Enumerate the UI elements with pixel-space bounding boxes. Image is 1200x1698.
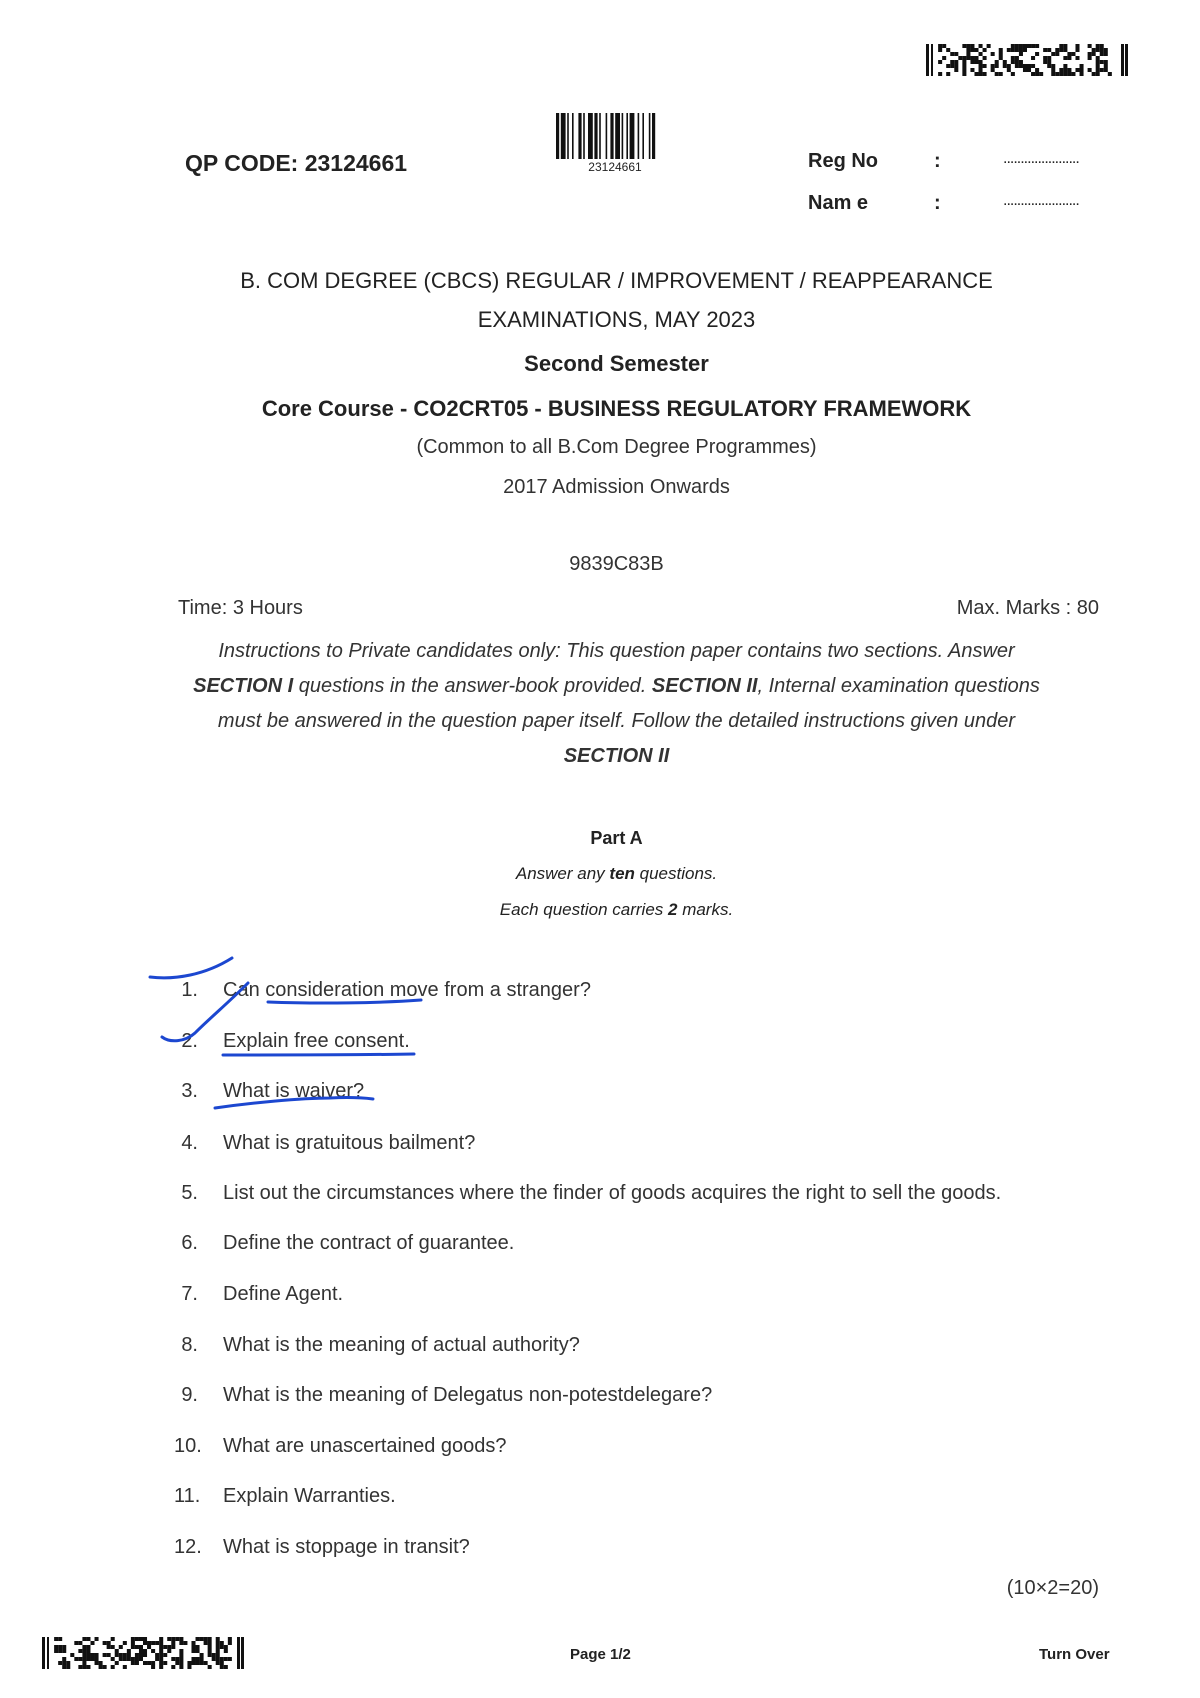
reg-no-colon: : — [934, 150, 941, 172]
exam-title-line1: B. COM DEGREE (CBCS) REGULAR / IMPROVEMENT / REAPPEARANCE — [240, 268, 993, 293]
course-title: Core Course - CO2CRT05 - BUSINESS REGULATORY FRAMEWORK — [261, 396, 972, 421]
barcode-icon — [556, 113, 674, 159]
question-text: What is the meaning of actual authority? — [223, 1334, 580, 1356]
marks-total: (10×2=20) — [1006, 1577, 1099, 1599]
answer-pre: Answer any — [515, 864, 610, 883]
section-ii-ref: SECTION II — [651, 675, 758, 697]
qp-code: QP CODE: 23124661 — [185, 150, 408, 176]
time-allowed: Time: 3 Hours — [178, 597, 303, 619]
common-note: (Common to all B.Com Degree Programmes) — [416, 436, 817, 458]
part-a-heading: Part A — [590, 828, 643, 848]
each-marks: 2 — [668, 900, 678, 919]
answer-post: questions. — [634, 864, 718, 883]
each-pre: Each question carries — [499, 900, 668, 919]
question-number: 4. — [181, 1132, 198, 1154]
name-label: Nam e — [808, 192, 869, 214]
max-marks: Max. Marks : 80 — [956, 597, 1099, 619]
question-text: What is waiver? — [223, 1080, 365, 1102]
exam-title-line2: EXAMINATIONS, MAY 2023 — [477, 307, 756, 332]
question-number: 8. — [181, 1334, 198, 1356]
question-number: 11. — [174, 1485, 201, 1507]
question-number: 2. — [181, 1030, 198, 1052]
instructions — [130, 634, 1103, 774]
question-number: 3. — [181, 1080, 198, 1102]
answer-count: ten — [609, 864, 635, 883]
underline-q2 — [223, 1054, 414, 1055]
instructions-line2 — [130, 669, 1103, 704]
question-number: 5. — [181, 1182, 198, 1204]
question-number: 9. — [181, 1384, 198, 1406]
each-post: marks. — [677, 900, 734, 919]
paper-code: 9839C83B — [569, 553, 664, 575]
question-text: What is gratuitous bailment? — [223, 1132, 476, 1154]
admission-note: 2017 Admission Onwards — [503, 476, 730, 498]
barcode-number: 23124661 — [588, 160, 642, 174]
question-text: What is stoppage in transit? — [223, 1536, 470, 1558]
reg-no-label: Reg No — [808, 150, 878, 172]
question-number: 12. — [174, 1536, 202, 1558]
top-right-code-icon — [926, 44, 1128, 76]
section-i-ref: SECTION I — [193, 675, 294, 697]
bottom-left-code-icon — [42, 1637, 244, 1669]
question-text: Define the contract of guarantee. — [223, 1232, 515, 1254]
name-colon: : — [934, 192, 941, 214]
question-text: What are unascertained goods? — [223, 1435, 507, 1457]
question-number: 7. — [181, 1283, 198, 1305]
question-text: Can consideration move from a stranger? — [223, 979, 591, 1001]
instructions-line1: Instructions to Private candidates only: This question paper contains two sections. Answer — [218, 640, 1015, 662]
turn-over: Turn Over — [1039, 1646, 1110, 1663]
instructions-line3: must be answered in the question paper itself. Follow the detailed instructions given under — [217, 710, 1016, 732]
answer-instruction — [0, 864, 1200, 884]
name-field: ...................... — [1003, 192, 1079, 209]
question-text: Explain free consent. — [223, 1030, 410, 1052]
page-number: Page 1/2 — [570, 1646, 631, 1663]
question-text: What is the meaning of Delegatus non-potestdelegare? — [223, 1384, 713, 1406]
question-number: 1. — [181, 979, 198, 1001]
semester: Second Semester — [524, 351, 709, 376]
section-ii-ref-final: SECTION II — [563, 745, 670, 767]
tick-mark-1 — [150, 958, 232, 978]
marks-instruction — [0, 900, 1200, 920]
instructions-text3: , Internal examination questions — [757, 675, 1040, 697]
question-number: 10. — [174, 1435, 202, 1457]
question-number: 6. — [181, 1232, 198, 1254]
instructions-text2: questions in the answer-book provided. — [293, 675, 652, 697]
question-text: List out the circumstances where the finder of goods acquires the right to sell the goods. — [223, 1182, 1002, 1204]
question-text: Explain Warranties. — [223, 1485, 396, 1507]
reg-no-field: ...................... — [1003, 150, 1079, 167]
question-text: Define Agent. — [223, 1283, 344, 1305]
